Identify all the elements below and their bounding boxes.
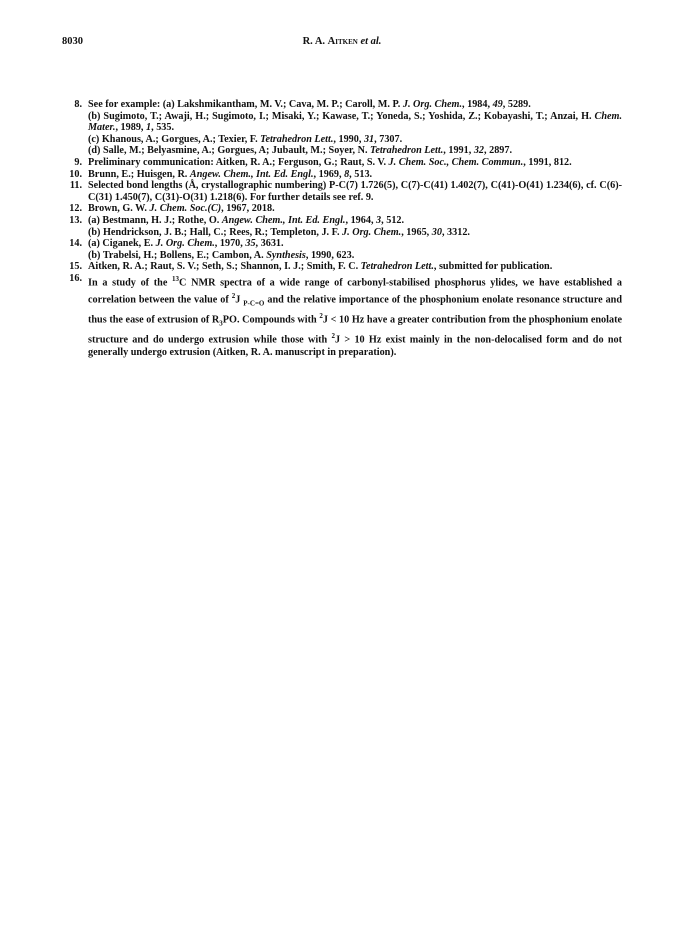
reference-line: (d) Salle, M.; Belyasmine, A.; Gorgues, A; Jubault, M.; Soyer, N. Tetrahedron Lett., 1991, 32, 2897. <box>88 145 513 157</box>
reference-text <box>88 180 622 203</box>
reference-number: 10. <box>69 168 82 180</box>
superscript: 2 <box>331 331 335 340</box>
author-surname: Aitken <box>327 36 358 47</box>
reference-text <box>88 261 622 273</box>
italic-text: Angew. Chem., Int. Ed. Engl. <box>221 214 346 226</box>
superscript: 2 <box>319 311 323 320</box>
italic-text: Tetrahedron Lett. <box>370 145 444 157</box>
reference-item <box>62 215 622 238</box>
reference-line: See for example: (a) Lakshmikantham, M. V.; Cava, M. P.; Caroll, M. P. J. Org. Chem., 1984, 49, 5289. <box>88 99 531 110</box>
et-al: et al. <box>357 36 382 47</box>
page-number: 8030 <box>62 36 83 47</box>
superscript: 2 <box>231 291 236 300</box>
reference-line: Brunn, E.; Huisgen, R. Angew. Chem., Int. Ed. Engl., 1969, 8, 513. <box>88 168 373 180</box>
reference-line: (b) Hendrickson, J. B.; Hall, C.; Rees, R.; Templeton, J. F. J. Org. Chem., 1965, 30, 3312. <box>88 226 470 238</box>
italic-text: 1 <box>146 122 152 134</box>
reference-item <box>62 238 622 261</box>
reference-text <box>88 157 622 169</box>
italic-text: Tetrahedron Lett. <box>260 133 334 145</box>
reference-line: (a) Ciganek, E. J. Org. Chem., 1970, 35, 3631. <box>88 238 284 250</box>
reference-item <box>62 273 622 360</box>
italic-text: 8 <box>344 168 350 180</box>
italic-text: 49 <box>492 99 503 110</box>
reference-item <box>62 180 622 203</box>
reference-list <box>62 99 622 360</box>
reference-number: 16. <box>69 272 82 284</box>
superscript: 13 <box>172 274 180 283</box>
italic-text: Synthesis <box>266 249 306 261</box>
reference-line: (b) Sugimoto, T.; Awaji, H.; Sugimoto, I.; Misaki, Y.; Kawase, T.; Yoneda, S.; Yoshida, Z.; Kobayashi, T.; Anzai, H. Chem. Mater., 1989, 1, 535. <box>88 110 622 134</box>
reference-text <box>88 273 622 360</box>
reference-item <box>62 169 622 181</box>
italic-text: 3 <box>376 214 382 226</box>
running-head <box>62 36 622 47</box>
reference-text <box>88 99 622 157</box>
italic-text: 32 <box>473 145 484 157</box>
reference-number: 11. <box>69 180 82 192</box>
reference-number: 12. <box>69 203 82 215</box>
italic-text: Tetrahedron Lett. <box>360 261 434 273</box>
reference-item <box>62 203 622 215</box>
italic-text: J. Chem. Soc.(C) <box>149 203 222 215</box>
reference-line: Aitken, R. A.; Raut, S. V.; Seth, S.; Shannon, I. J.; Smith, F. C. Tetrahedron Lett., submitted for publication. <box>88 261 553 273</box>
reference-item <box>62 157 622 169</box>
italic-text: J. Chem. Soc., Chem. Commun. <box>388 156 524 168</box>
reference-line: (b) Trabelsi, H.; Bollens, E.; Cambon, A. Synthesis, 1990, 623. <box>88 249 355 261</box>
reference-number: 8. <box>74 99 82 110</box>
author-initials: R. A. <box>302 36 328 47</box>
subscript: P-C=O <box>243 299 265 308</box>
reference-line: Preliminary communication: Aitken, R. A.; Ferguson, G.; Raut, S. V. J. Chem. Soc., Chem. Commun., 1991, 812. <box>88 156 572 168</box>
reference-line: In a study of the $^{13}$C NMR spectra of a wide range of carbonyl-stabilised phosphorus ylides, we have established a correlation between the value of $^2$J $_{P-C=O}$ and the relative importance of the phosphonium enolate resonance structure and thus the ease of extrusion of $R_3PO$. Compounds with $^2$J < 10 Hz have a greater contribution from the phosphonium enolate structure and do undergo extrusion while those with $^2$J > 10 Hz exist mainly in the non-delocalised form and do not generally undergo extrusion (Aitken, R. A. manuscript in preparation). <box>88 274 622 358</box>
italic-text: J. Org. Chem. <box>402 99 463 110</box>
reference-item <box>62 99 622 157</box>
reference-line: Selected bond lengths (Å, crystallographic numbering) P-C(7) 1.726(5), C(7)-C(41) 1.402(7), C(41)-O(41) 1.234(6), cf. C(6)-C(31) 1.450(7), C(31)-O(31) 1.218(6). For further details see ref. 9. <box>88 180 622 203</box>
reference-line: Brown, G. W. J. Chem. Soc.(C), 1967, 2018. <box>88 203 275 215</box>
italic-text: J. Org. Chem. <box>342 226 402 238</box>
reference-number: 15. <box>69 261 82 273</box>
reference-number: 13. <box>69 214 82 226</box>
reference-line: (c) Khanous, A.; Gorgues, A.; Texier, F. Tetrahedron Lett., 1990, 31, 7307. <box>88 133 403 145</box>
italic-text: 35 <box>245 238 256 250</box>
page-header <box>62 36 622 52</box>
reference-text <box>88 169 622 181</box>
italic-text: Chem. Mater. <box>88 110 622 134</box>
italic-text: 31 <box>363 133 375 145</box>
reference-text <box>88 238 622 261</box>
italic-text: J. Org. Chem. <box>155 238 215 250</box>
reference-item <box>62 261 622 273</box>
reference-text <box>88 203 622 215</box>
reference-number: 9. <box>74 156 82 168</box>
subscript: 3 <box>219 319 223 328</box>
italic-text: Angew. Chem., Int. Ed. Engl. <box>189 168 314 180</box>
reference-number: 14. <box>69 238 82 250</box>
reference-line: (a) Bestmann, H. J.; Rothe, O. Angew. Chem., Int. Ed. Engl., 1964, 3, 512. <box>88 214 405 226</box>
reference-text <box>88 215 622 238</box>
italic-text: 30 <box>431 226 442 238</box>
